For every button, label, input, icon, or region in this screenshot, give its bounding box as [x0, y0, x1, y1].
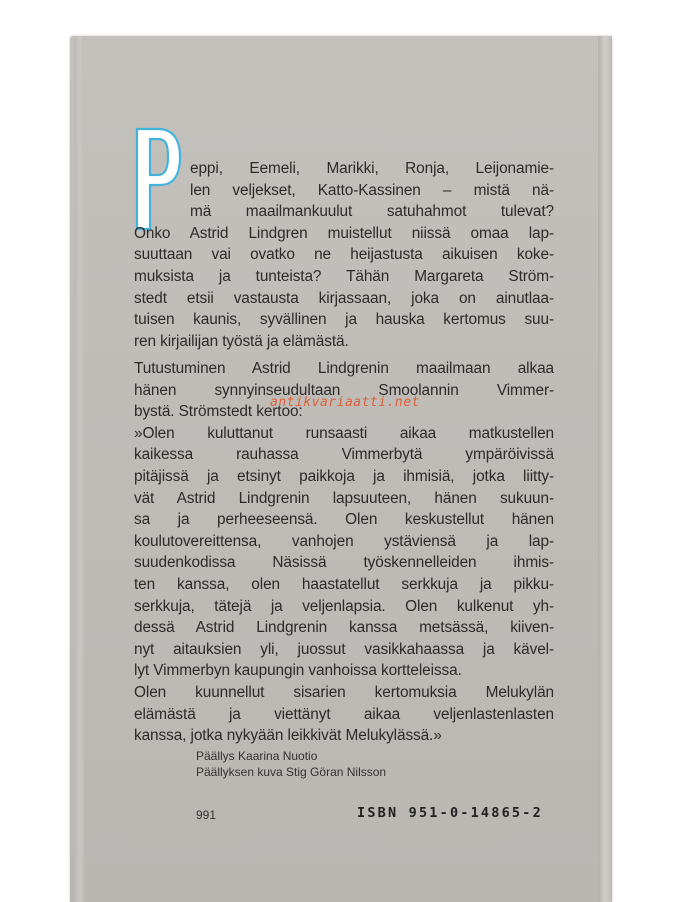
body-line: dessä Astrid Lindgrenin kanssa metsässä, kiiven-: [134, 619, 554, 637]
body-line: lyt Vimmerbyn kaupungin vanhoissa kortteleissa.: [134, 662, 462, 680]
body-line: kanssa, jotka nykyään leikkivät Melukylässä.»: [134, 727, 442, 745]
body-line: kaikessa rauhassa Vimmerbytä ympäröivissä: [134, 446, 554, 464]
cover-image-credit: Päällyksen kuva Stig Göran Nilsson: [196, 765, 387, 779]
intro-line: suuttaan vai ovatko ne heijastusta aikuisen koke-: [134, 246, 554, 264]
intro-line: mä maailmankuulut satuhahmot tulevat?: [190, 203, 554, 221]
body-line: bystä. Strömstedt kertoo:: [134, 403, 303, 421]
body-line: Tutustuminen Astrid Lindgrenin maailmaan alkaa: [134, 360, 554, 377]
body-line: sa ja perheeseensä. Olen keskustellut hänen: [134, 511, 554, 529]
cover-credit: Päällys Kaarina Nuotio: [196, 749, 318, 763]
body-line: serkkuja, tätejä ja veljenlapsia. Olen kulkenut yh-: [134, 597, 554, 615]
catalog-code: 991: [196, 808, 217, 822]
body-line: Olen kuunnellut sisarien kertomuksia Melukylän: [134, 683, 554, 701]
intro-line: stedt etsii vastausta kirjassaan, joka on ainutlaa-: [134, 289, 554, 307]
spine-edge: [598, 36, 612, 902]
watermark-text: antikvariaatti.net: [270, 395, 420, 410]
body-line: nyt aitauksien yli, juossut vasikkahaassa ja kävel-: [134, 640, 554, 658]
body-line: vät Astrid Lindgrenin lapsuuteen, hänen sukuun-: [134, 489, 554, 507]
body-line: koulutovereittensa, vanhojen ystäviensä ja lap-: [134, 532, 554, 550]
body-line: suudenkodissa Näsissä työskennelleiden ihmis-: [134, 554, 554, 572]
intro-line: ren kirjailijan työstä ja elämästä.: [134, 332, 349, 350]
body-paragraph: [134, 358, 554, 747]
isbn: ISBN 951-0-14865-2: [357, 805, 543, 821]
body-line: elämästä ja viettänyt aikaa veljenlastenlasten: [134, 705, 554, 723]
body-line: pitäjissä ja etsinyt paikkoja ja ihmisiä, jotka liitty-: [134, 467, 554, 485]
intro-line: eppi, Eemeli, Marikki, Ronja, Leijonamie-: [190, 160, 554, 177]
intro-paragraph: [134, 158, 554, 352]
intro-line: muksista ja tunteista? Tähän Margareta Ström-: [134, 267, 554, 285]
intro-line: len veljekset, Katto-Kassinen – mistä nä-: [190, 181, 554, 199]
intro-line: Onko Astrid Lindgren muistellut niissä omaa lap-: [134, 224, 554, 242]
body-line: »Olen kuluttanut runsaasti aikaa matkustellen: [134, 424, 554, 442]
dropcap-letter-p: [134, 127, 182, 231]
cover-hinge: [74, 36, 84, 902]
intro-line: tuisen kaunis, syvällinen ja hauska kertomus suu-: [134, 311, 554, 329]
body-line: hänen synnyinseudultaan Smoolannin Vimmer-: [134, 381, 554, 399]
body-line: ten kanssa, olen haastatellut serkkuja ja pikku-: [134, 575, 554, 593]
credits: [196, 748, 386, 780]
